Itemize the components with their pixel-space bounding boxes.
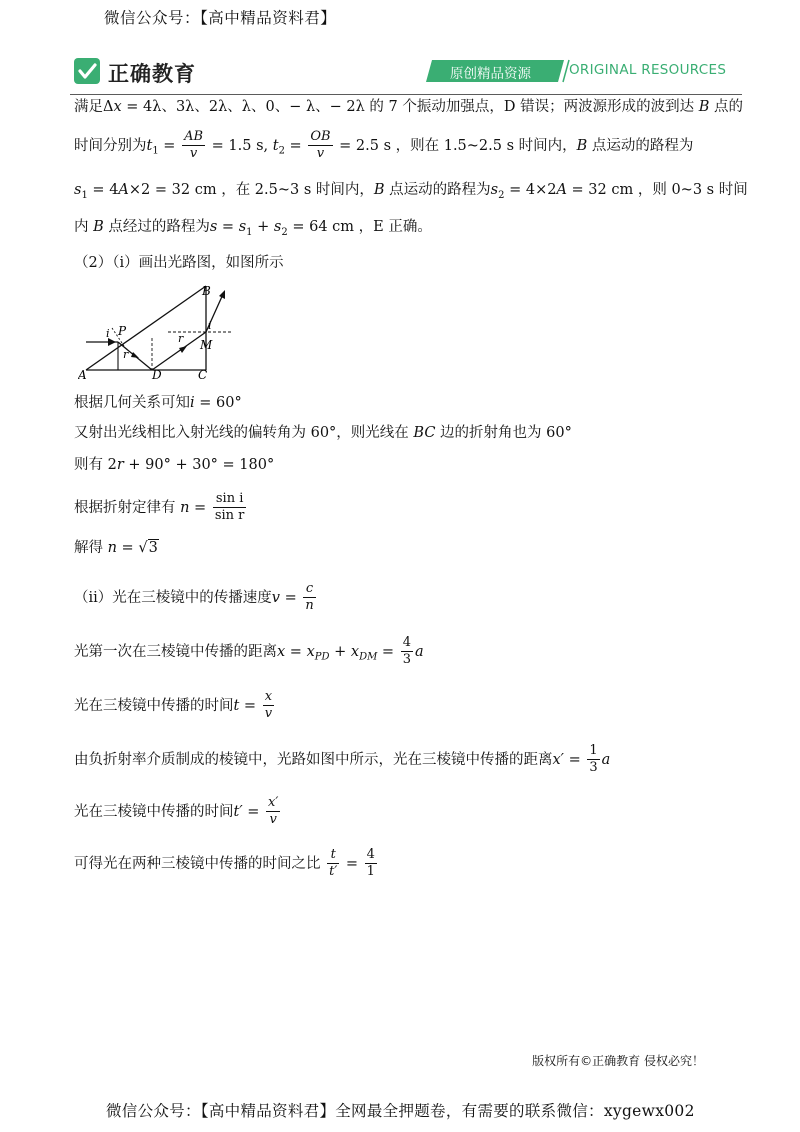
text-line-13: 光在三棱镜中传播的时间t = $\frac{x}{v}$ [74,689,273,722]
text-line-10: 解得 n = √3 [74,540,158,556]
label-r-p: r [123,348,129,361]
header-tag-cn: 原创精品资源 [450,66,531,82]
label-b: B [202,284,211,298]
label-i-p: i [106,327,110,340]
text-line-14: 由负折射率介质制成的棱镜中，光路如图中所示，光在三棱镜中传播的距离x′ = $\frac{1}{3}$ a [74,743,611,776]
checkmark-logo-icon [74,58,100,84]
label-i-m: i [208,319,212,332]
label-m: M [200,338,213,352]
fraction-t-tprime: $\frac{t}{t'}$ [329,847,338,880]
fraction-x-v: $\frac{x}{v}$ [264,689,273,722]
fraction-1-3: $\frac{1}{3}$ [589,743,598,776]
text-line-7: 又射出光线相比入射光线的偏转角为 60°，则光线在 BC 边的折射角也为 60° [74,425,572,441]
light-path-figure [78,280,248,380]
text-line-11: （ⅱ）光在三棱镜中的传播速度v = $\frac{c}{n}$ [74,581,314,614]
fraction-4-1: $\frac{4}{1}$ [366,847,375,880]
text-line-15: 光在三棱镜中传播的时间t′ = $\frac{x'}{v}$ [74,795,279,828]
document-header [74,56,742,92]
fraction-xprime-v: $\frac{x'}{v}$ [268,795,279,828]
ray-dm-arrow-icon [179,346,187,353]
fraction-4-3: $\frac{4}{3}$ [402,635,411,668]
text-line-9: 根据折射定律有 n = $\frac{\text{sin i}}{\text{sin r}}$ [74,491,245,524]
label-r-m: r [178,332,184,345]
top-banner: 微信公众号：【高中精品资料君】 [104,9,337,27]
fraction-ab-v: $\frac{AB}{v}$ [184,129,204,162]
brand-name: 正确教育 [108,62,196,86]
label-a: A [78,368,87,380]
text-line-2: 时间分别为$t_1$ = $\frac{AB}{v}$ = 1.5 s, $t_2$ = $\frac{OB}{v}$ = 2.5 s ，则在 1.5~2.5 s 时间内，B 点运动的路程为 [74,129,694,162]
header-tag-en: ORIGINAL RESOURCES [569,62,727,78]
text-line-16: 可得光在两种三棱镜中传播的时间之比 $\frac{t}{t'}$ = $\frac{4}{1}$ [74,847,375,880]
text-line-12: 光第一次在三棱镜中传播的距离$x = x_{PD} + x_{DM}$ = $\frac{4}{3}$ a [74,635,424,668]
bottom-banner: 微信公众号：【高中精品资料君】全网最全押题卷，有需要的联系微信：xygewx002 [106,1102,695,1120]
text-line-8: 则有 2r + 90° + 30° = 180° [74,457,275,473]
header-rule [70,94,742,95]
label-p: P [118,324,127,338]
prism-edge-ab [86,286,206,370]
text-line-4: 内 B 点经过的路程为$s = s_1 + s_2 = 64$ cm ，E 正确。 [74,219,432,238]
text-line-6: 根据几何关系可知i = 60° [74,395,242,411]
fraction-c-n: $\frac{c}{n}$ [305,581,314,614]
label-d: D [152,368,162,380]
text-line-3: $s_1 = 4A\times 2 = 32$ cm ，在 2.5~3 s 时间内，B 点运动的路程为$s_2 = 4\times 2A = 32$ cm ，则 0~3 s 时间 [74,182,748,201]
fraction-ob-v: $\frac{OB}{v}$ [310,129,331,162]
text-line-1: 满足Δx = 4λ、3λ、2λ、λ、0、− λ、− 2λ 的 7 个振动加强点，D 错误；两波源形成的波到达 B 点的 [74,99,743,115]
label-c: C [198,368,208,380]
footer-copyright: 版权所有©正确教育 侵权必究！ [532,1054,704,1068]
fraction-sin: $\frac{\text{sin i}}{\text{sin r}}$ [214,491,245,524]
text-line-5: （2）（ⅰ）画出光路图，如图所示 [74,255,284,271]
